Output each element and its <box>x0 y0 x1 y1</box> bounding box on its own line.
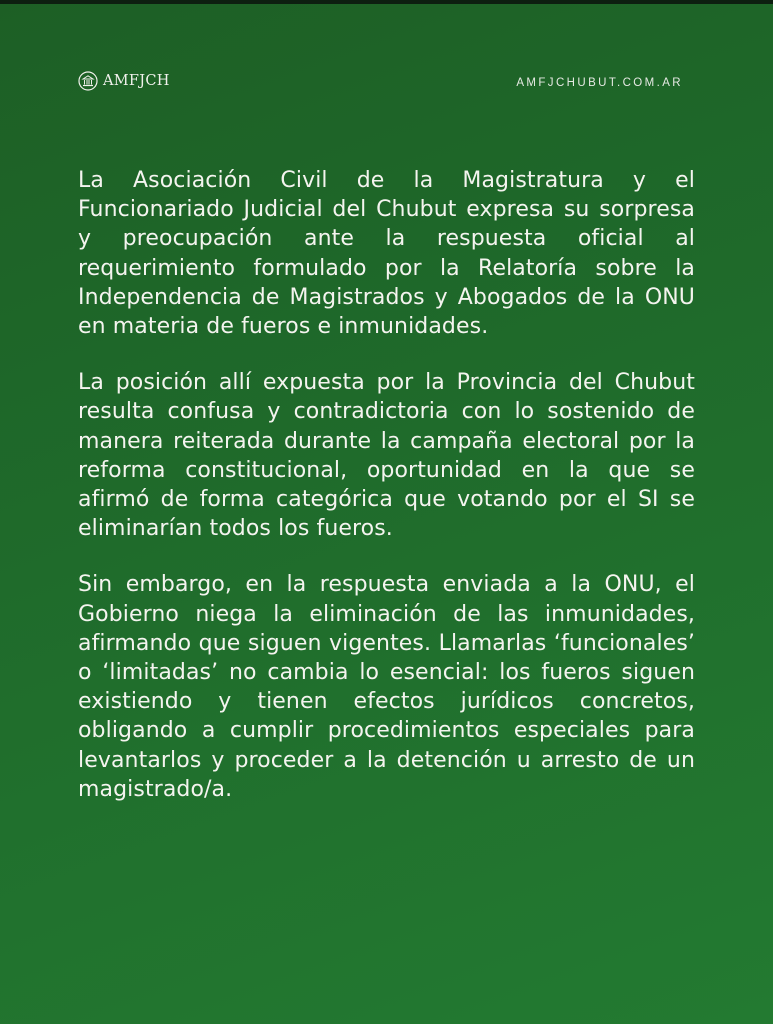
statement-paragraph-3: Sin embargo, en la respuesta enviada a la ONU, el Gobierno niega la eliminación de las inmunidades, afirmando que siguen vigentes. Llamarlas ‘funcionales’ o ‘limitadas’ no cambia lo esencial: los fueros siguen existiendo y tienen efectos jurídicos concretos, obligando a cumplir procedimientos especiales para levantarlos y proceder a la detención u arresto de un magistrado/a. <box>78 572 695 802</box>
brand-name: AMFJCH <box>103 73 170 89</box>
brand-logo <box>78 71 170 91</box>
website-url[interactable]: AMFJCHUBUT.COM.AR <box>516 77 683 89</box>
statement-body <box>78 166 695 831</box>
courthouse-icon <box>78 71 98 91</box>
statement-paragraph-2: La posición allí expuesta por la Provincia del Chubut resulta confusa y contradictoria con lo sostenido de manera reiterada durante la campaña electoral por la reforma constitucional, oportunidad en la que se afirmó de forma categórica que votando por el SI se eliminarían todos los fueros. <box>78 370 695 542</box>
top-edge-strip <box>0 0 773 4</box>
statement-paragraph-1: La Asociación Civil de la Magistratura y el Funcionariado Judicial del Chubut expresa su sorpresa y preocupación ante la respuesta oficial al requerimiento formulado por la Relatoría sobre la Independencia de Magistrados y Abogados de la ONU en materia de fueros e inmunidades. <box>78 168 695 340</box>
